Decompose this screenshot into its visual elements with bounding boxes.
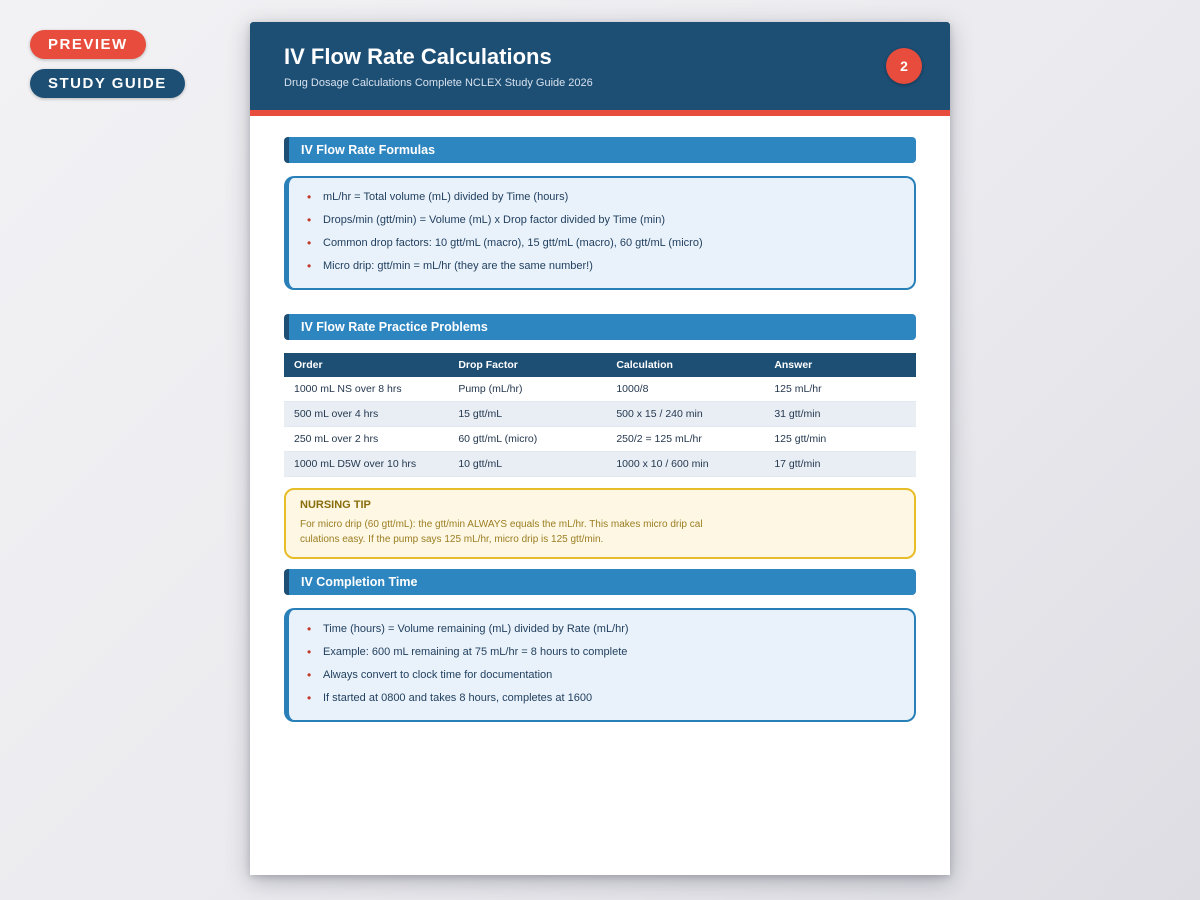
table-cell: 17 gtt/min bbox=[764, 452, 916, 477]
table-cell: 250/2 = 125 mL/hr bbox=[606, 427, 764, 452]
table-cell: 1000 x 10 / 600 min bbox=[606, 452, 764, 477]
table-cell: 60 gtt/mL (micro) bbox=[448, 427, 606, 452]
formulas-box bbox=[284, 176, 916, 290]
table-cell: 31 gtt/min bbox=[764, 402, 916, 427]
nursing-tip-title: NURSING TIP bbox=[300, 499, 371, 511]
page-subtitle: Drug Dosage Calculations Complete NCLEX Study Guide 2026 bbox=[284, 76, 593, 89]
section-header-practice-problems: IV Flow Rate Practice Problems bbox=[284, 314, 916, 340]
table-cell: 500 mL over 4 hrs bbox=[284, 402, 448, 427]
list-item: • Micro drip: gtt/min = mL/hr (they are the same number!) bbox=[305, 259, 898, 273]
document-page bbox=[250, 22, 950, 875]
section-header-completion-time: IV Completion Time bbox=[284, 569, 916, 595]
table-cell: 15 gtt/mL bbox=[448, 402, 606, 427]
column-header-calculation: Calculation bbox=[606, 353, 764, 377]
table-header-row bbox=[284, 353, 916, 377]
section-header-formulas: IV Flow Rate Formulas bbox=[284, 137, 916, 163]
corner-badges bbox=[30, 30, 185, 108]
column-header-answer: Answer bbox=[764, 353, 916, 377]
nursing-tip-text-line: For micro drip (60 gtt/mL): the gtt/min ALWAYS equals the mL/hr. This makes micro drip cal bbox=[300, 519, 703, 530]
list-item: • Common drop factors: 10 gtt/mL (macro), 15 gtt/mL (macro), 60 gtt/mL (micro) bbox=[305, 236, 898, 250]
column-header-order: Order bbox=[284, 353, 448, 377]
table-row bbox=[284, 377, 916, 402]
preview-badge: PREVIEW bbox=[30, 30, 146, 59]
table-cell: Pump (mL/hr) bbox=[448, 377, 606, 402]
nursing-tip-box bbox=[284, 488, 916, 559]
table-row bbox=[284, 427, 916, 452]
list-item: • mL/hr = Total volume (mL) divided by Time (hours) bbox=[305, 190, 898, 204]
table-cell: 1000 mL NS over 8 hrs bbox=[284, 377, 448, 402]
table-cell: 125 gtt/min bbox=[764, 427, 916, 452]
column-header-drop-factor: Drop Factor bbox=[448, 353, 606, 377]
list-item: • Drops/min (gtt/min) = Volume (mL) x Drop factor divided by Time (min) bbox=[305, 213, 898, 227]
page-title: IV Flow Rate Calculations bbox=[284, 43, 552, 69]
list-item: • If started at 0800 and takes 8 hours, completes at 1600 bbox=[305, 691, 898, 705]
table-cell: 250 mL over 2 hrs bbox=[284, 427, 448, 452]
nursing-tip-text-line: culations easy. If the pump says 125 mL/hr, micro drip is 125 gtt/min. bbox=[300, 534, 604, 545]
table-cell: 10 gtt/mL bbox=[448, 452, 606, 477]
list-item: • Time (hours) = Volume remaining (mL) divided by Rate (mL/hr) bbox=[305, 622, 898, 636]
table-row bbox=[284, 452, 916, 477]
completion-time-box bbox=[284, 608, 916, 722]
page-number-badge: 2 bbox=[886, 48, 922, 84]
table-cell: 125 mL/hr bbox=[764, 377, 916, 402]
table-cell: 500 x 15 / 240 min bbox=[606, 402, 764, 427]
table-cell: 1000 mL D5W over 10 hrs bbox=[284, 452, 448, 477]
table-row bbox=[284, 402, 916, 427]
formulas-list bbox=[305, 190, 898, 273]
page-header bbox=[250, 22, 950, 110]
study-guide-badge: STUDY GUIDE bbox=[30, 69, 185, 98]
list-item: • Always convert to clock time for documentation bbox=[305, 668, 898, 682]
completion-list bbox=[305, 622, 898, 705]
list-item: • Example: 600 mL remaining at 75 mL/hr = 8 hours to complete bbox=[305, 645, 898, 659]
table-cell: 1000/8 bbox=[606, 377, 764, 402]
practice-problems-table bbox=[284, 353, 916, 477]
page-content bbox=[250, 116, 950, 722]
